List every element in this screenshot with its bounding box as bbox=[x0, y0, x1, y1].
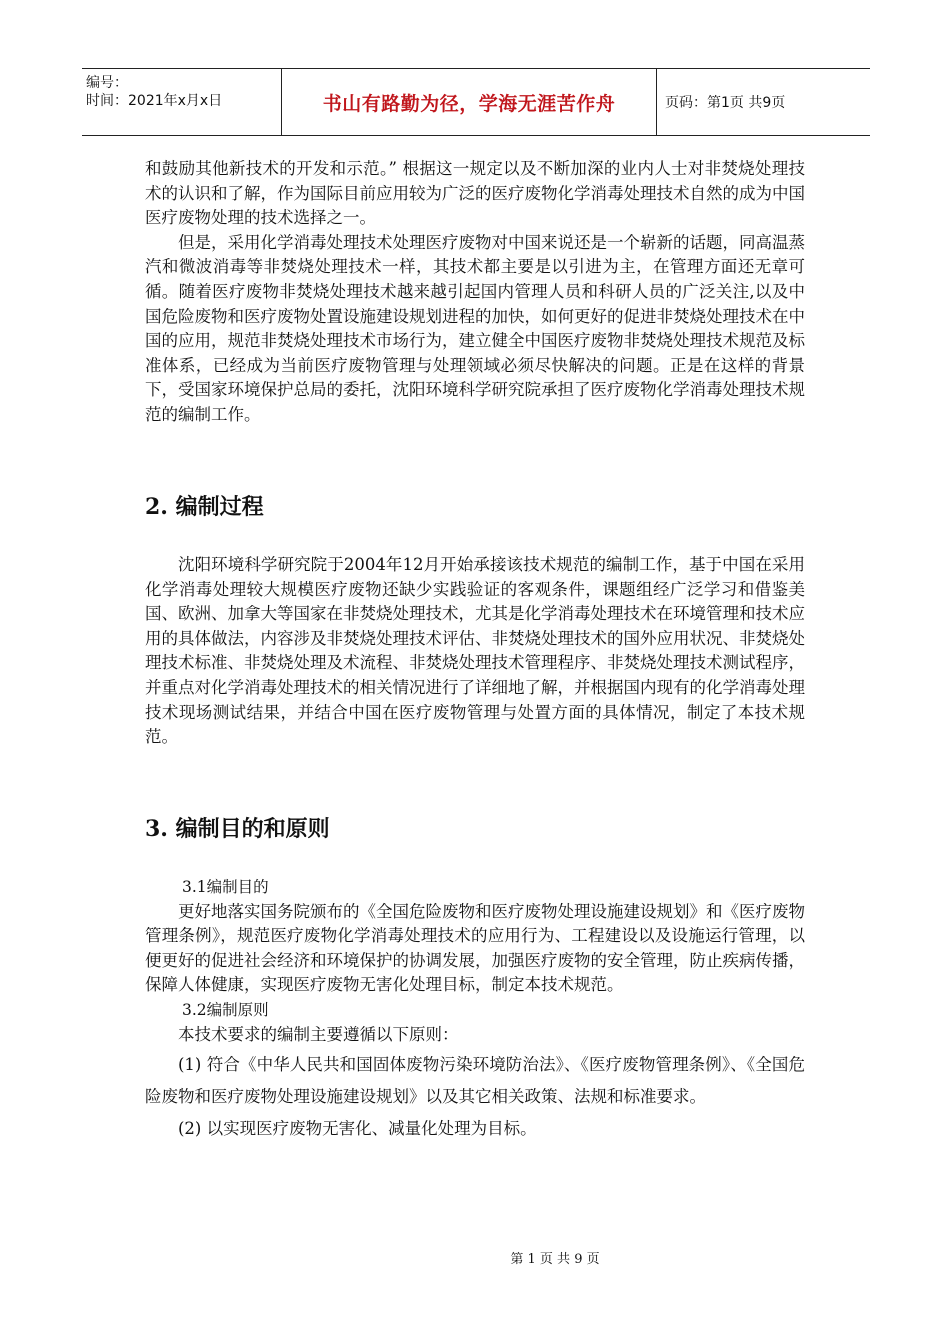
header-number: 编号： bbox=[86, 75, 128, 91]
intro-section bbox=[145, 157, 805, 428]
paragraph-1: 和鼓励其他新技术的开发和示范。” 根据这一规定以及不断加深的业内人士对非焚烧处理技术的认识和了解，作为国际目前应用较为广泛的医疗废物化学消毒处理技术自然的成为中国医疗废物处理的技术选择之一。 bbox=[145, 159, 805, 228]
heading-section-3: 3. 编制目的和原则 bbox=[145, 816, 330, 842]
paragraph-4: 更好地落实国务院颁布的《全国危险废物和医疗废物处理设施建设规划》和《医疗废物管理条例》，规范医疗废物化学消毒处理技术的应用行为、工程建设以及设施运行管理，以便更好的促进社会经济和环境保护的协调发展，加强医疗废物的安全管理，防止疾病传播，保障人体健康，实现医疗废物无害化处理目标，制定本技术规范。 bbox=[145, 901, 805, 995]
header-meta bbox=[82, 69, 282, 135]
section-3-body bbox=[145, 875, 805, 1145]
subheading-3-1: 3.1编制目的 bbox=[182, 878, 269, 896]
subheading-3-2: 3.2编制原则 bbox=[182, 1000, 269, 1019]
paragraph-2: 但是，采用化学消毒处理技术处理医疗废物对中国来说还是一个崭新的话题，同高温蒸汽和微波消毒等非焚烧处理技术一样，其技术都主要是以引进为主，在管理方面还无章可循。随着医疗废物非焚烧处理技术越来越引起国内管理人员和科研人员的广泛关注,以及中国危险废物和医疗废物处置设施建设规划进程的加快，如何更好的促进非焚烧处理技术在中国的应用，规范非焚烧处理技术市场行为，建立健全中国医疗废物非焚烧处理技术规范及标准体系，已经成为当前医疗废物管理与处理领域必须尽快解决的问题。正是在这样的背景下，受国家环境保护总局的委托，沈阳环境科学研究院承担了医疗废物化学消毒处理技术规范的编制工作。 bbox=[145, 232, 805, 424]
header-motto: 书山有路勤为径，学海无涯苦作舟 bbox=[282, 69, 657, 135]
header-page-info: 页码：第1页 共9页 bbox=[665, 95, 786, 111]
list-item-1: (1) 符合《中华人民共和国固体废物污染环境防治法》、《医疗废物管理条例》、《全国危险废物和医疗废物处理设施建设规划》以及其它相关政策、法规和标准要求。 bbox=[145, 1055, 805, 1107]
list-item-2: (2) 以实现医疗废物无害化、减量化处理为目标。 bbox=[178, 1119, 537, 1139]
paragraph-5: 本技术要求的编制主要遵循以下原则： bbox=[178, 1024, 459, 1044]
section-2-body bbox=[145, 553, 805, 750]
heading-section-2: 2. 编制过程 bbox=[145, 494, 264, 520]
page-header bbox=[82, 68, 870, 136]
header-time: 时间：2021年x月x日 bbox=[86, 93, 223, 109]
paragraph-3: 沈阳环境科学研究院于2004年12月开始承接该技术规范的编制工作，基于中国在采用化学消毒处理较大规模医疗废物还缺少实践验证的客观条件，课题组经广泛学习和借鉴美国、欧洲、加拿大等国家在非焚烧处理技术，尤其是化学消毒处理技术在环境管理和技术应用的具体做法，内容涉及非焚烧处理技术评估、非焚烧处理技术的国外应用状况、非焚烧处理技术标准、非焚烧处理及术流程、非焚烧处理技术管理程序、非焚烧处理技术测试程序，并重点对化学消毒处理技术的相关情况进行了详细地了解，并根据国内现有的化学消毒处理技术现场测试结果，并结合中国在医疗废物管理与处置方面的具体情况，制定了本技术规范。 bbox=[145, 555, 805, 747]
page-footer: 第 1 页 共 9 页 bbox=[510, 1252, 600, 1267]
